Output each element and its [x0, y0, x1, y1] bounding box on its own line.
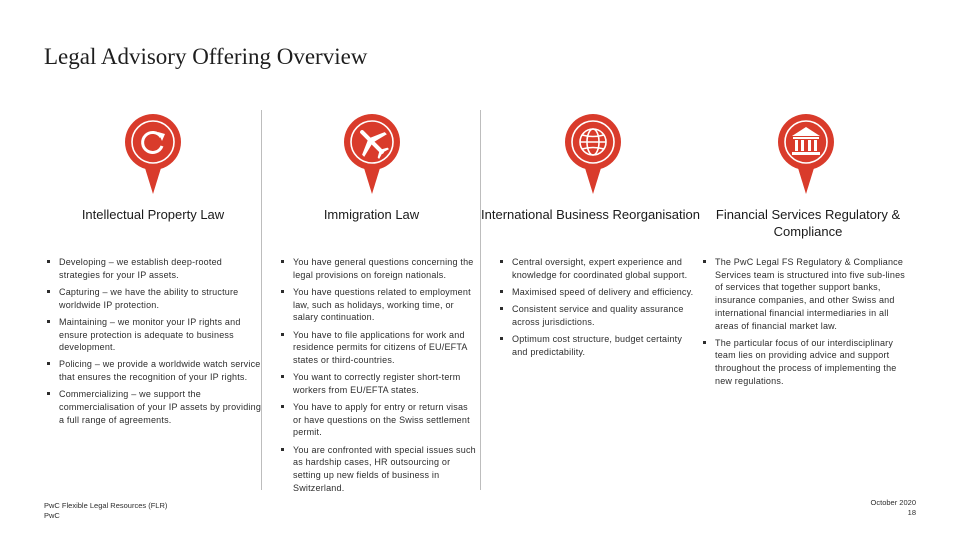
column-intellectual-property: [44, 110, 262, 490]
column-immigration: [261, 110, 481, 493]
refresh-icon: [117, 110, 189, 196]
list-item: Policing – we provide a worldwide watch service that ensures the recognition of your IP rights.: [44, 358, 262, 383]
column-financial-services: [700, 110, 916, 490]
list-item: Maximised speed of delivery and efficiency.: [497, 286, 696, 299]
list-item: You have to file applications for work and residence permits for citizens of EU/EFTA states or third-countries.: [278, 329, 477, 367]
list-item: You have questions related to employment law, such as holidays, working time, or salary continuation.: [278, 286, 477, 324]
footer-date: October 2020: [870, 498, 916, 507]
list-item: Optimum cost structure, budget certainty and predictability.: [497, 333, 696, 358]
column-title: Intellectual Property Law: [81, 207, 225, 222]
list-item: The PwC Legal FS Regulatory & Compliance Services team is structured into five sub-lines of services that together support banks, insurance companies, and other Swiss and international financial intermediaries in all areas of financial market law.: [700, 256, 912, 332]
footer-meta: [871, 498, 916, 518]
column-title: Immigration Law: [323, 207, 420, 222]
column-title: International Business Reorganisation: [481, 207, 700, 222]
bullet-list: [278, 256, 477, 499]
list-item: Commercializing – we support the commercialisation of your IP assets by providing a full range of agreements.: [44, 388, 262, 426]
airplane-icon: [336, 110, 408, 196]
column-international-business: [480, 110, 700, 490]
column-title: Financial Services Regulatory & Compliance: [715, 207, 901, 239]
list-item: Consistent service and quality assurance across jurisdictions.: [497, 303, 696, 328]
list-item: You are confronted with special issues such as hardship cases, HR outsourcing or setting up new fields of business in Switzerland.: [278, 444, 477, 495]
bullet-list: [44, 256, 262, 431]
footer-source: [44, 501, 167, 520]
list-item: Capturing – we have the ability to structure worldwide IP protection.: [44, 286, 262, 311]
bank-icon: [770, 110, 842, 196]
globe-icon: [557, 110, 629, 196]
list-item: You want to correctly register short-term workers from EU/EFTA states.: [278, 371, 477, 396]
footer-line: PwC Flexible Legal Resources (FLR): [44, 501, 168, 510]
footer-line: PwC: [44, 510, 60, 520]
bullet-list: [700, 256, 912, 392]
list-item: Maintaining – we monitor your IP rights and ensure protection is adequate to business development.: [44, 316, 262, 354]
bullet-list: [497, 256, 696, 363]
list-item: You have to apply for entry or return visas or have questions on the Swiss settlement permit.: [278, 401, 477, 439]
list-item: You have general questions concerning the legal provisions on foreign nationals.: [278, 256, 477, 281]
list-item: The particular focus of our interdisciplinary team lies on providing advice and support throughout the process of implementing the new regulations.: [700, 337, 912, 388]
page-number: 18: [907, 508, 916, 517]
list-item: Central oversight, expert experience and knowledge for coordinated global support.: [497, 256, 696, 281]
page-title: Legal Advisory Offering Overview: [44, 44, 368, 69]
list-item: Developing – we establish deep-rooted strategies for your IP assets.: [44, 256, 262, 281]
